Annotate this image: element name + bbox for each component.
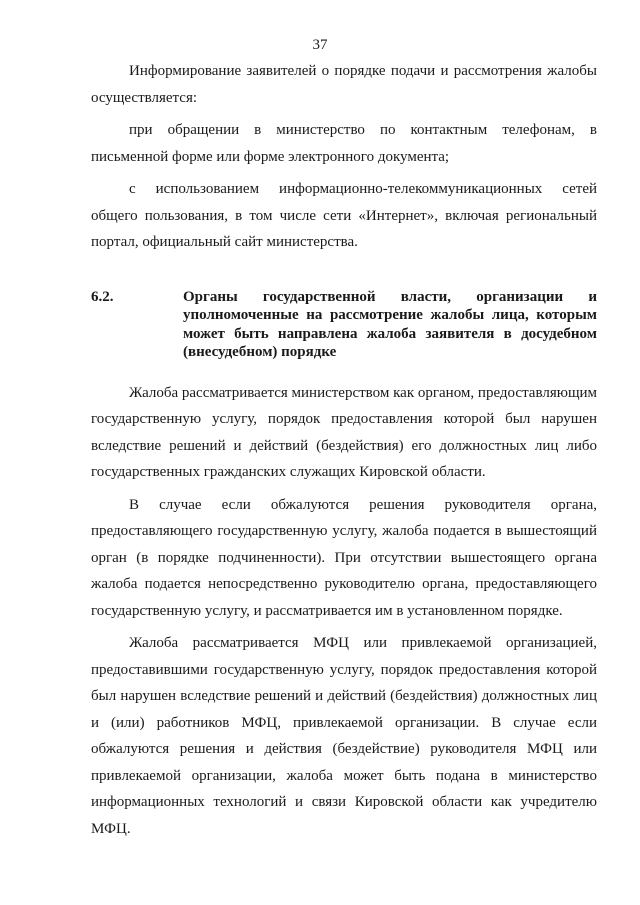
intro-list-item-phone: при обращении в министерство по контактным телефонам, в письменной форме или форме электронного документа; [91, 122, 597, 165]
body-paragraph-ministry: Жалоба рассматривается министерством как органом, предоставляющим государственную услугу, порядок предоставления которой был нарушен вследствие решений и действий (бездействия) его должностных лиц либо государственных гражданских служащих Кировской области. [91, 384, 598, 480]
page-number: 37 [312, 37, 328, 53]
section-heading [91, 288, 597, 362]
section-title: Органы государственной власти, организации и уполномоченные на рассмотрение жалобы лица, которым может быть направлена жалоба заявителя в досудебном (внесудебном) порядке [183, 288, 597, 360]
intro-paragraph: Информирование заявителей о порядке подачи и рассмотрения жалобы осуществляется: [91, 63, 597, 106]
body-paragraph-mfc: Жалоба рассматривается МФЦ или привлекаемой организацией, предоставившими государственную услугу, порядок предоставления которой был нарушен вследствие решений и действий (бездействия) должностных лиц и (или) работников МФЦ, привлекаемой организации. В случае если обжалуются решения и действия (бездействие) руководителя МФЦ или привлекаемой организации, жалоба может быть подана в министерство информационных технологий и связи Кировской области как учредителю МФЦ. [91, 635, 597, 837]
document-body [91, 58, 597, 842]
body-paragraph-head: В случае если обжалуются решения руководителя органа, предоставляющего государственную услугу, жалоба подается в вышестоящий орган (в порядке подчиненности). При отсутствии вышестоящего органа жалоба подается непосредственно руководителю органа, предоставляющего государственную услугу, и рассматривается им в установленном порядке. [91, 496, 597, 619]
section-number: 6.2. [91, 288, 114, 305]
intro-list-item-internet: с использованием информационно-телекоммуникационных сетей общего пользования, в том числе сети «Интернет», включая региональный портал, официальный сайт министерства. [91, 181, 597, 250]
